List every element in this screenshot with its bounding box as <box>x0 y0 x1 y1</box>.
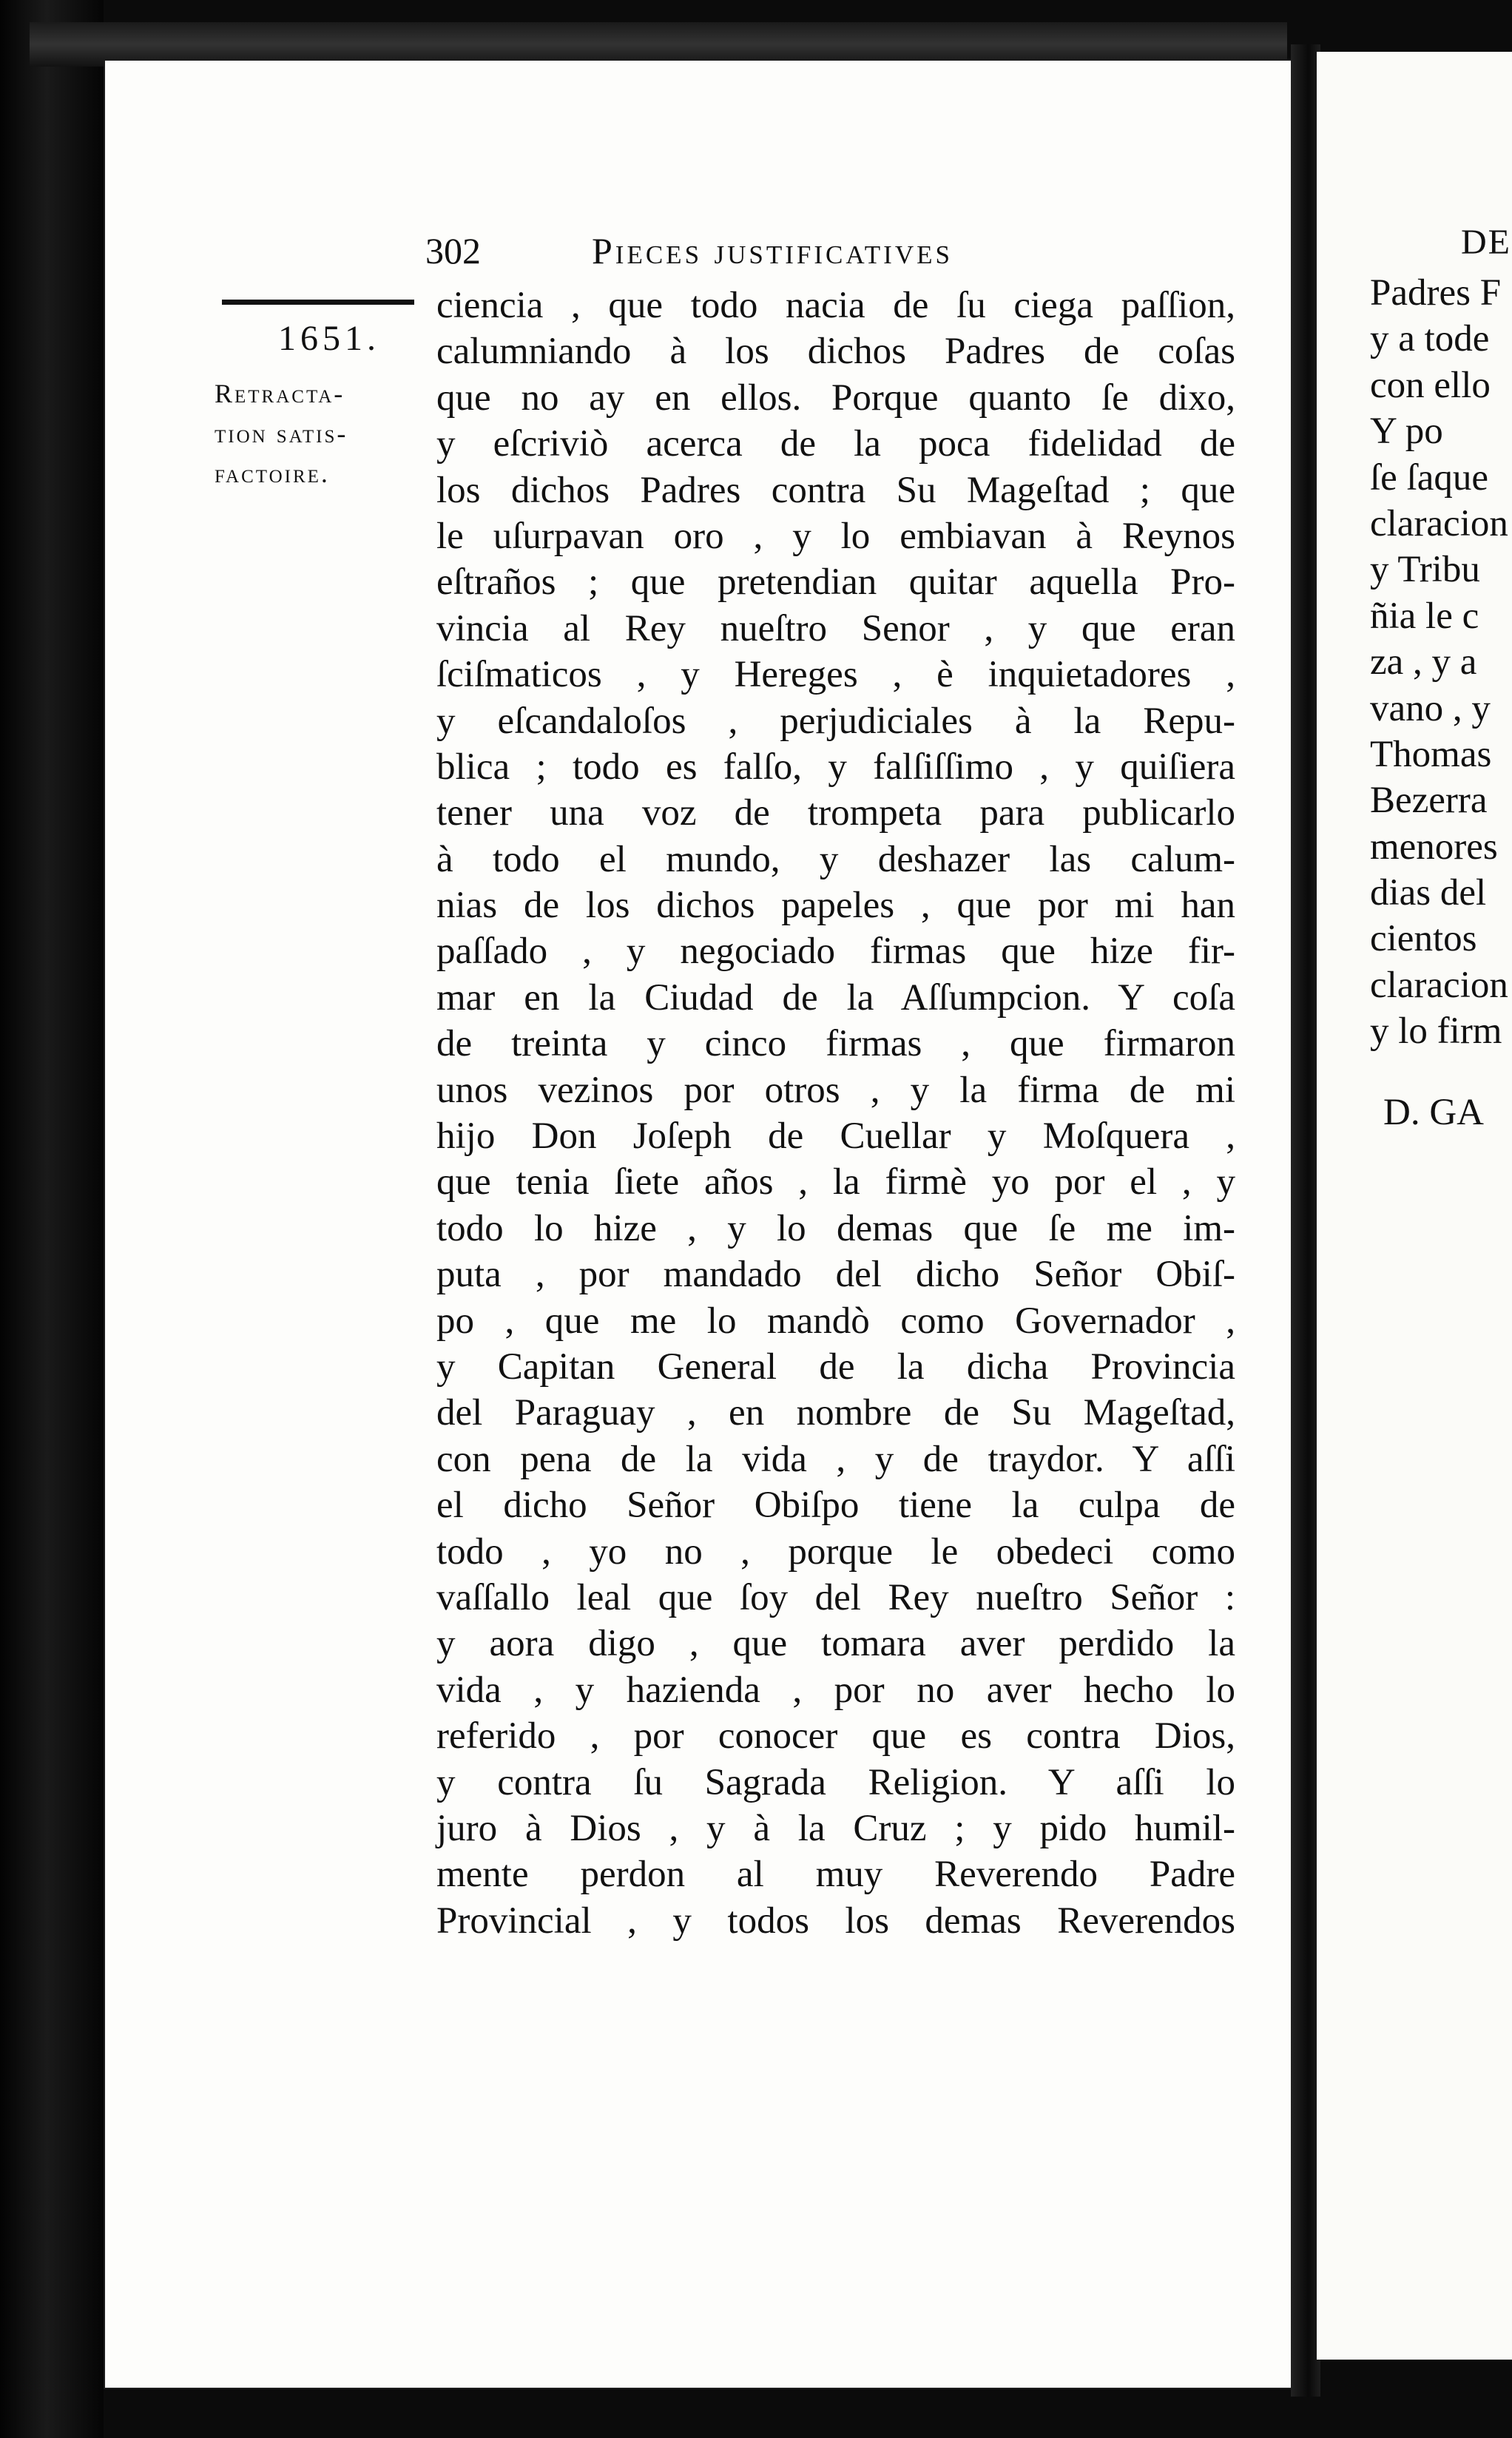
right-body-line: y a tode <box>1370 318 1490 360</box>
body-line: de treinta y cinco firmas , que firmaron <box>436 1023 1235 1065</box>
body-line: del Paraguay , en nombre de Su Mageſtad, <box>436 1392 1235 1434</box>
body-line: hijo Don Joſeph de Cuellar y Moſquera , <box>436 1115 1235 1158</box>
body-line: los dichos Padres contra Su Mageſtad ; que <box>436 469 1235 511</box>
body-line: el dicho Señor Obiſpo tiene la culpa de <box>436 1485 1235 1527</box>
right-body-line: ſe ſaque <box>1370 456 1488 499</box>
body-line: que tenia ſiete años , la firmè yo por el , y <box>436 1161 1235 1203</box>
body-line: vida , y hazienda , por no aver hecho lo <box>436 1669 1235 1711</box>
right-body-line: claracion <box>1370 502 1508 544</box>
body-line: mar en la Ciudad de la Aſſumpcion. Y coſa <box>436 976 1235 1019</box>
body-line: blica ; todo es falſo, y falſiſſimo , y quiſiera <box>436 746 1235 788</box>
body-line: calumniando à los dichos Padres de coſas <box>436 331 1235 373</box>
body-line: le uſurpavan oro , y lo embiavan à Reynos <box>436 515 1235 557</box>
body-line: ciencia , que todo nacia de ſu ciega paſſion, <box>436 285 1235 326</box>
right-body-line: Y po <box>1370 411 1443 453</box>
right-body-line: ñia le c <box>1370 595 1479 637</box>
right-page-text <box>1370 270 1508 1055</box>
body-line: unos vezinos por otros , y la firma de mi <box>436 1069 1235 1111</box>
body-line: ſciſmaticos , y Hereges , è inquietadores , <box>436 654 1235 696</box>
body-line: y eſcandaloſos , perjudiciales à la Repu- <box>436 700 1235 742</box>
body-line: juro à Dios , y à la Cruz ; y pido humil- <box>436 1807 1235 1849</box>
body-line: que no ay en ellos. Porque quanto ſe dixo, <box>436 376 1235 419</box>
body-line: eſtraños ; que pretendian quitar aquella Pro- <box>436 561 1235 604</box>
right-running-head: DE <box>1461 223 1511 262</box>
body-line: y Capitan General de la dicha Provincia <box>436 1345 1235 1388</box>
body-line: referido , por conocer que es contra Dios, <box>436 1715 1235 1757</box>
margin-year: 1651. <box>278 319 380 358</box>
right-body-line: Thomas <box>1370 733 1492 775</box>
margin-label-line: factoire. <box>215 459 330 488</box>
body-line: todo , yo no , porque le obedeci como <box>436 1530 1235 1573</box>
body-line: y eſcriviò acerca de la poca fidelidad de <box>436 423 1235 465</box>
margin-label-line: Retracta- <box>215 379 345 408</box>
book-gutter <box>1291 44 1320 2397</box>
right-body-line: Bezerra <box>1370 780 1488 822</box>
body-line: y contra ſu Sagrada Religion. Y aſſi lo <box>436 1761 1235 1803</box>
margin-label <box>215 374 429 493</box>
right-body-line: Padres F <box>1370 272 1502 314</box>
body-line: Provincial , y todos los demas Reverendos <box>436 1900 1235 1942</box>
running-head <box>411 229 1269 281</box>
body-line: puta , por mandado del dicho Señor Obiſ- <box>436 1254 1235 1296</box>
right-body-line: y lo firm <box>1370 1010 1502 1053</box>
right-signature-line: D. GA <box>1383 1092 1484 1133</box>
body-line: todo lo hize , y lo demas que ſe me im- <box>436 1207 1235 1249</box>
right-body-line: dias del <box>1370 872 1487 914</box>
body-line: vincia al Rey nueſtro Senor , y que eran <box>436 607 1235 649</box>
body-line: y aora digo , que tomara aver perdido la <box>436 1623 1235 1665</box>
right-body-line: za , y a <box>1370 641 1477 683</box>
right-body-line: con ello <box>1370 364 1491 406</box>
right-body-line: vano , y <box>1370 687 1491 729</box>
body-line: tener una voz de trompeta para publicarlo <box>436 792 1235 834</box>
body-line: nias de los dichos papeles , que por mi han <box>436 885 1235 927</box>
body-line: paſſado , y negociado firmas que hize fir- <box>436 931 1235 973</box>
body-line: mente perdon al muy Reverendo Padre <box>436 1854 1235 1896</box>
margin-note <box>215 318 429 493</box>
running-title: Pieces justificatives <box>592 230 953 271</box>
book-edge <box>0 0 104 2438</box>
right-body-line: y Tribu <box>1370 549 1480 591</box>
page-number: 302 <box>425 230 481 271</box>
right-body-line: claracion <box>1370 964 1508 1006</box>
margin-rule <box>222 300 414 305</box>
body-line: vaſſallo leal que ſoy del Rey nueſtro Señor : <box>436 1576 1235 1618</box>
body-text <box>436 283 1235 1944</box>
body-line: à todo el mundo, y deshazer las calum- <box>436 838 1235 880</box>
body-line: con pena de la vida , y de traydor. Y aſſi <box>436 1438 1235 1480</box>
margin-label-line: tion satis- <box>215 419 348 448</box>
right-body-line: cientos <box>1370 918 1477 960</box>
right-body-line: menores <box>1370 825 1498 868</box>
body-line: po , que me lo mandò como Governador , <box>436 1300 1235 1342</box>
